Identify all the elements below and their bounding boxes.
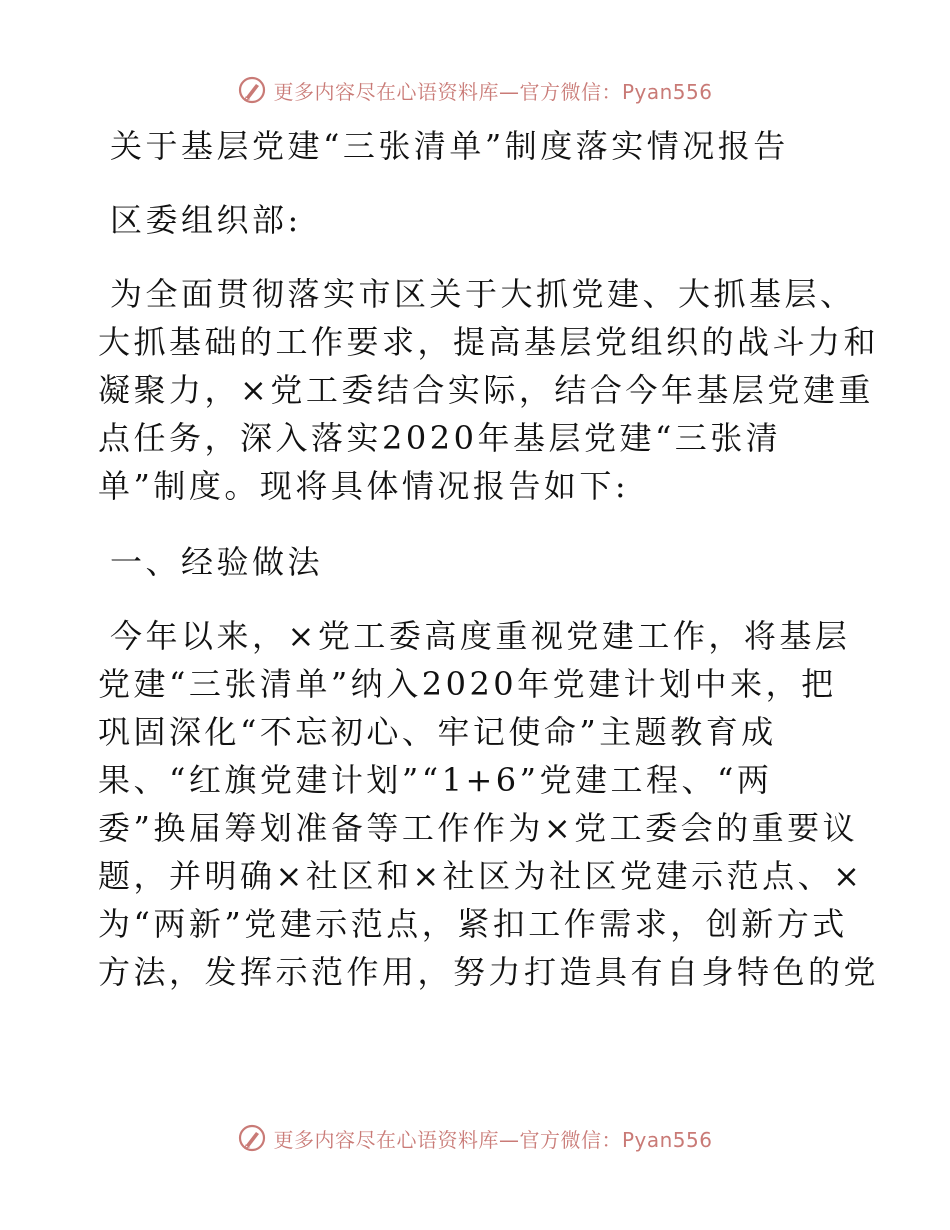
salutation: 区委组织部: <box>110 201 302 239</box>
paragraph-line: 单”制度。现将具体情况报告如下: <box>98 467 630 505</box>
paragraph-line: 方法，发挥示范作用，努力打造具有自身特色的党 <box>98 953 880 991</box>
paragraph-line: 点任务，深入落实2020年基层党建“三张清 <box>98 419 782 457</box>
paragraph-line: 果、“红旗党建计划”“1+6”党建工程、“两 <box>98 761 773 799</box>
header-watermark <box>0 70 950 110</box>
watermark-text: 更多内容尽在心语资料库—官方微信：Pyan556 <box>273 1127 713 1152</box>
footer-watermark <box>0 1118 950 1158</box>
intro-paragraph <box>98 270 880 510</box>
section-heading: 一、经验做法 <box>110 543 324 581</box>
paragraph-line: 题，并明确×社区和×社区为社区党建示范点、× <box>98 857 864 895</box>
paragraph-line: 大抓基础的工作要求，提高基层党组织的战斗力和 <box>98 323 880 361</box>
paragraph-line: 委”换届筹划准备等工作作为×党工委会的重要议 <box>98 809 859 847</box>
document-body <box>98 122 880 1024</box>
paragraph-line: 巩固深化“不忘初心、牢记使命”主题教育成 <box>98 713 777 751</box>
document-title: 关于基层党建“三张清单”制度落实情况报告 <box>110 127 789 165</box>
pen-circle-icon <box>237 1123 267 1153</box>
paragraph-line: 为全面贯彻落实市区关于大抓党建、大抓基层、 <box>110 275 856 313</box>
watermark-text: 更多内容尽在心语资料库—官方微信：Pyan556 <box>273 79 713 104</box>
paragraph-line: 为“两新”党建示范点，紧扣工作需求，创新方式 <box>98 905 848 943</box>
section-1-paragraph <box>98 612 880 996</box>
paragraph-line: 今年以来，×党工委高度重视党建工作，将基层 <box>110 617 851 655</box>
paragraph-line: 党建“三张清单”纳入2020年党建计划中来，把 <box>98 665 837 703</box>
pen-circle-icon <box>237 75 267 105</box>
paragraph-line: 凝聚力，×党工委结合实际，结合今年基层党建重 <box>98 371 874 409</box>
